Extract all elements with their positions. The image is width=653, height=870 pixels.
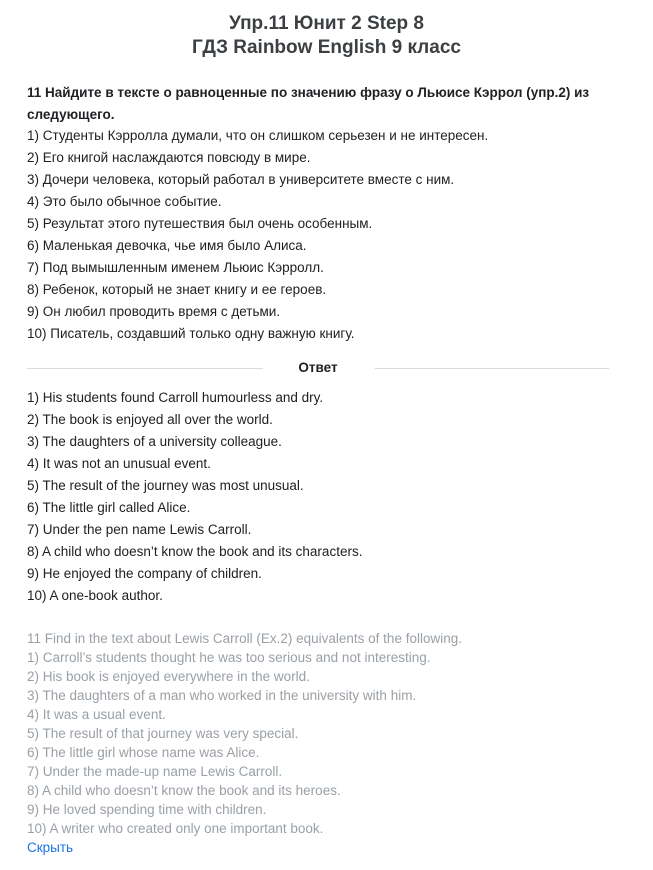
divider-line-right xyxy=(375,368,609,369)
task-heading: 11 Найдите в тексте о равноценные по значению фразу о Льюисе Кэррол (упр.2) из следующего. xyxy=(27,85,590,122)
task-item: 4) Это было обычное событие. xyxy=(27,194,222,209)
task-item: 3) Дочери человека, который работал в университете вместе с ним. xyxy=(27,172,455,187)
original-task-item: 3) The daughters of a man who worked in the university with him. xyxy=(27,688,417,703)
answer-item: 4) It was not an unusual event. xyxy=(27,456,211,471)
answer-item: 5) The result of the journey was most unusual. xyxy=(27,478,304,493)
original-task-item: 8) A child who doesn’t know the book and its heroes. xyxy=(27,783,341,798)
page-subtitle: ГДЗ Rainbow English 9 класс xyxy=(192,37,461,58)
task-item: 10) Писатель, создавший только одну важную книгу. xyxy=(27,326,355,341)
task-item: 7) Под вымышленным именем Льюис Кэрролл. xyxy=(27,260,324,275)
page-title: Упр.11 Юнит 2 Step 8 xyxy=(228,13,425,34)
original-task-item: 2) His book is enjoyed everywhere in the world. xyxy=(27,669,310,684)
task-item: 2) Его книгой наслаждаются повсюду в мире. xyxy=(27,150,311,165)
task-item: 6) Маленькая девочка, чье имя было Алиса. xyxy=(27,238,307,253)
original-task-item: 10) A writer who created only one important book. xyxy=(27,821,324,836)
answer-item: 2) The book is enjoyed all over the world. xyxy=(27,412,273,427)
answer-item: 9) He enjoyed the company of children. xyxy=(27,566,262,581)
original-task-item: 4) It was a usual event. xyxy=(27,707,166,722)
task-item: 9) Он любил проводить время с детьми. xyxy=(27,304,281,319)
hide-link[interactable]: Скрыть xyxy=(27,840,74,855)
task-item: 5) Результат этого путешествия был очень особенным. xyxy=(27,216,373,231)
answer-label: Ответ xyxy=(298,360,338,375)
task-item: 1) Студенты Кэрролла думали, что он слишком серьезен и не интересен. xyxy=(27,128,489,143)
answer-item: 10) A one-book author. xyxy=(27,588,163,603)
answer-item: 3) The daughters of a university colleague. xyxy=(27,434,282,449)
answer-divider xyxy=(27,357,609,379)
answer-item: 6) The little girl called Alice. xyxy=(27,500,191,515)
original-task-item: 7) Under the made-up name Lewis Carroll. xyxy=(27,764,283,779)
answer-item: 7) Under the pen name Lewis Carroll. xyxy=(27,522,252,537)
original-task-item: 5) The result of that journey was very special. xyxy=(27,726,299,741)
task-list xyxy=(27,125,488,345)
original-task-item: 1) Carroll’s students thought he was too serious and not interesting. xyxy=(27,650,431,665)
original-task-heading: 11 Find in the text about Lewis Carroll (Ex.2) equivalents of the following. xyxy=(27,631,462,646)
original-task-list xyxy=(27,629,462,838)
answer-list xyxy=(27,387,362,607)
task-item: 8) Ребенок, который не знает книгу и ее героев. xyxy=(27,282,327,297)
original-task-item: 6) The little girl whose name was Alice. xyxy=(27,745,260,760)
answer-item: 1) His students found Carroll humourless and dry. xyxy=(27,390,324,405)
original-task-item: 9) He loved spending time with children. xyxy=(27,802,267,817)
answer-item: 8) A child who doesn’t know the book and its characters. xyxy=(27,544,363,559)
